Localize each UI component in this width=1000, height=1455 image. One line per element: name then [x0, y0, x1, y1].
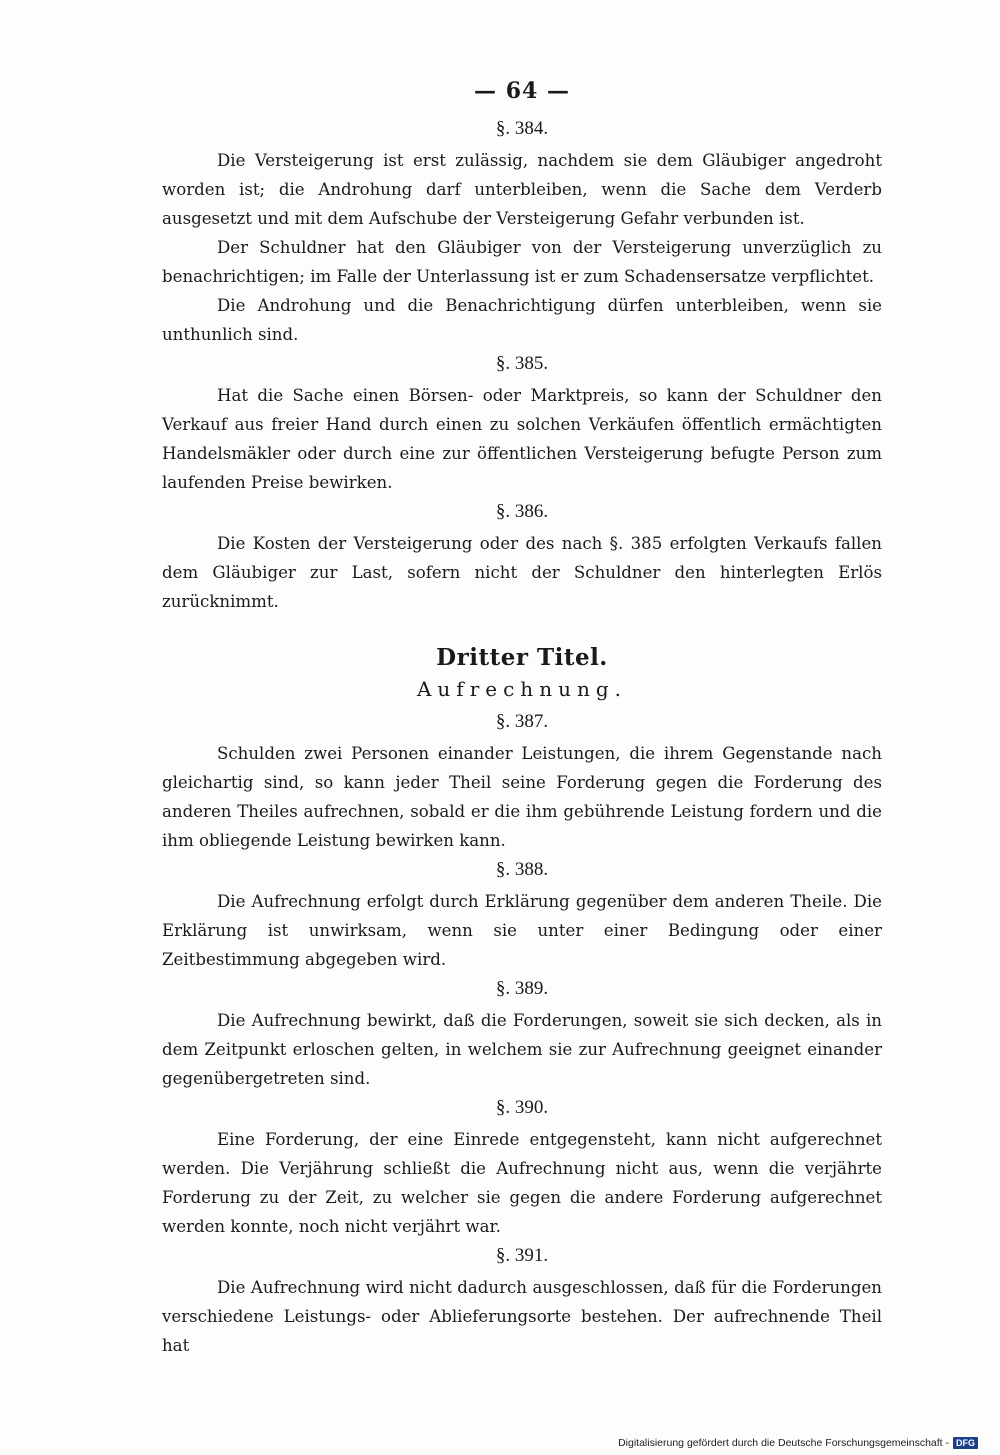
section-heading: §. 391. [495, 1245, 549, 1266]
document-page [162, 78, 882, 1360]
dfg-logo: DFG [953, 1437, 978, 1449]
section-heading: §. 388. [495, 859, 549, 880]
section-heading: §. 390. [495, 1097, 549, 1118]
section-paragraph: Die Versteigerung ist erst zulässig, nachdem sie dem Gläubiger angedroht worden ist; die Androhung darf unterbleiben, wenn die Sache dem Verderb ausgesetzt und mit dem Aufschube der Versteigerung Gefahr verbunden ist. [162, 151, 882, 228]
section-heading: §. 387. [495, 711, 549, 732]
footer-credit-text: Digitalisierung gefördert durch die Deutsche Forschungsgemeinschaft - [618, 1437, 949, 1449]
section-paragraph: Die Aufrechnung bewirkt, daß die Forderungen, soweit sie sich decken, als in dem Zeitpunkt erloschen gelten, in welchem sie zur Aufrechnung geeignet einander gegenübergetreten sind. [162, 1011, 882, 1088]
section-paragraph: Die Aufrechnung wird nicht dadurch ausgeschlossen, daß für die Forderungen verschiedene Leistungs- oder Ablieferungsorte bestehen. Der aufrechnende Theil hat [162, 1278, 882, 1355]
page-number: — 64 — [474, 78, 570, 104]
title-heading: Dritter Titel. [436, 644, 608, 671]
sections-before-title [162, 118, 882, 616]
section-heading: §. 385. [495, 353, 549, 374]
digitization-footer [618, 1437, 978, 1449]
section-heading: §. 389. [495, 978, 549, 999]
section-heading: §. 386. [495, 501, 549, 522]
section-paragraph: Hat die Sache einen Börsen- oder Marktpreis, so kann der Schuldner den Verkauf aus freier Hand durch einen zu solchen Verkäufen öffentlich ermächtigten Handelsmäkler oder durch eine zur öffentlichen Versteigerung befugte Person zum laufenden Preise bewirken. [162, 386, 882, 492]
section-paragraph: Die Aufrechnung erfolgt durch Erklärung gegenüber dem anderen Theile. Die Erklärung ist unwirksam, wenn sie unter einer Bedingung oder einer Zeitbestimmung abgegeben wird. [162, 892, 882, 969]
section-paragraph: Der Schuldner hat den Gläubiger von der Versteigerung unverzüglich zu benachrichtigen; im Falle der Unterlassung ist er zum Schadensersatze verpflichtet. [162, 238, 882, 286]
section-paragraph: Die Kosten der Versteigerung oder des nach §. 385 erfolgten Verkaufs fallen dem Gläubiger zur Last, sofern nicht der Schuldner den hinterlegten Erlös zurücknimmt. [162, 534, 882, 611]
sections-after-title [162, 711, 882, 1360]
section-paragraph: Die Androhung und die Benachrichtigung dürfen unterbleiben, wenn sie unthunlich sind. [162, 296, 882, 344]
section-heading: §. 384. [495, 118, 549, 139]
section-paragraph: Schulden zwei Personen einander Leistungen, die ihrem Gegenstande nach gleichartig sind, so kann jeder Theil seine Forderung gegen die Forderung des anderen Theiles aufrechnen, sobald er die ihm gebührende Leistung fordern und die ihm obliegende Leistung bewirken kann. [162, 744, 882, 850]
title-subheading: Aufrechnung. [416, 677, 627, 701]
section-paragraph: Eine Forderung, der eine Einrede entgegensteht, kann nicht aufgerechnet werden. Die Verjährung schließt die Aufrechnung nicht aus, wenn die verjährte Forderung zu der Zeit, zu welcher sie gegen die andere Forderung aufgerechnet werden konnte, noch nicht verjährt war. [162, 1130, 882, 1236]
